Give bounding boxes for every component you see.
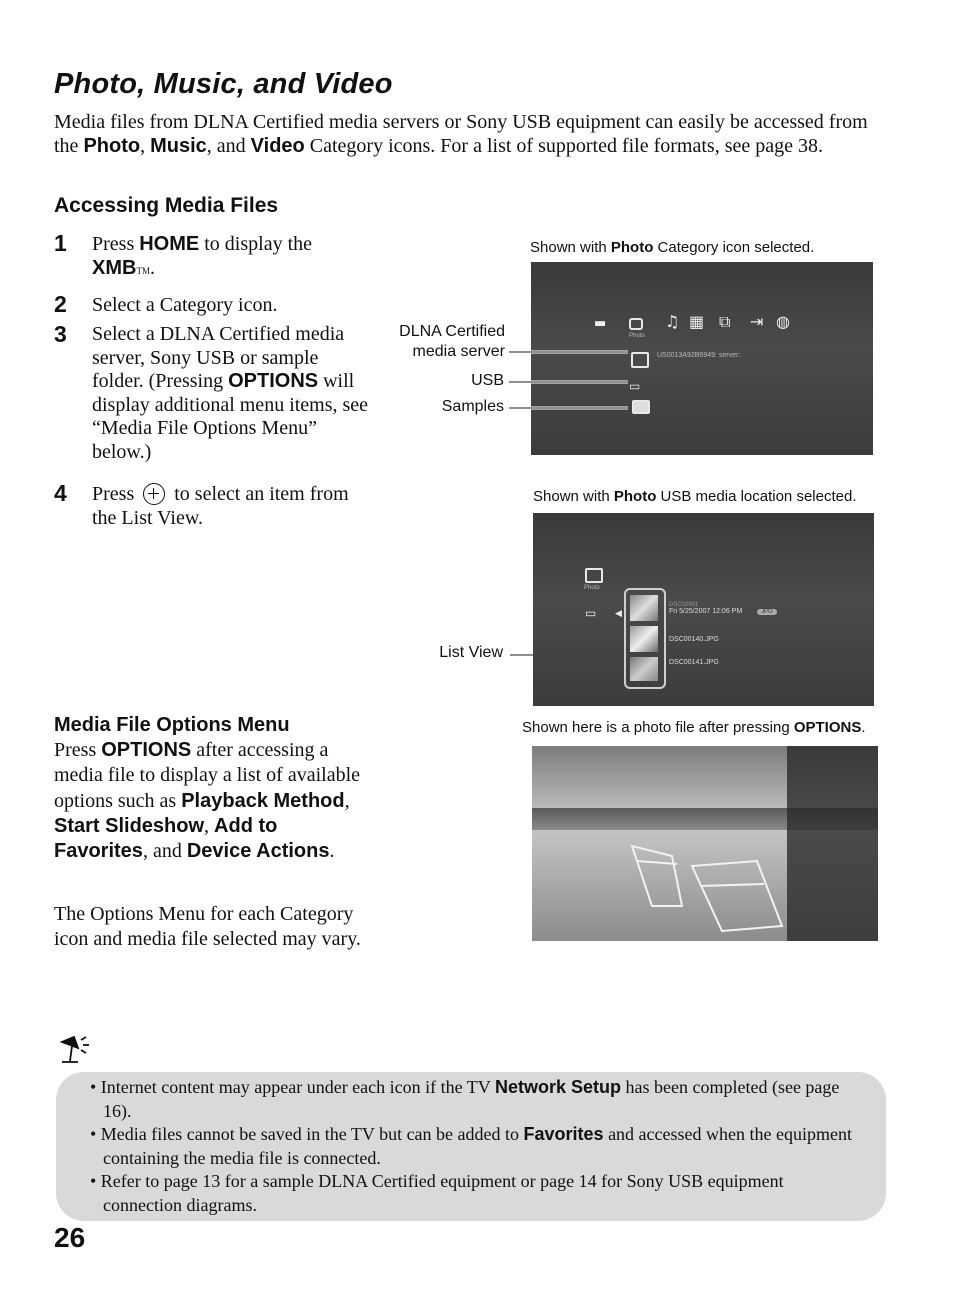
usb-icon: ▭ (585, 606, 597, 620)
tip-box (56, 1072, 886, 1221)
body-text: , (204, 814, 215, 837)
step-number-1: 1 (54, 230, 67, 256)
file-name: DSC00140.JPG (669, 636, 719, 643)
body-text: , and (142, 840, 187, 863)
home-term: HOME (139, 233, 200, 255)
intro-text: , and (206, 134, 251, 157)
photo-term: Photo (613, 488, 657, 505)
tip-item (90, 1170, 860, 1217)
tip-item (90, 1076, 860, 1123)
caption-text: USB media location selected. (656, 488, 857, 505)
label-line: DLNA Certified (399, 323, 505, 340)
options-term: OPTIONS (793, 719, 862, 736)
step-text: to display the (199, 233, 312, 255)
usb-icon: ▭ (629, 379, 641, 393)
options-term: OPTIONS (228, 370, 319, 392)
step-number-2: 2 (54, 291, 67, 317)
body-text: Press (54, 739, 102, 762)
photo-term: Photo (83, 134, 141, 157)
video-term: Video (250, 134, 305, 157)
intro-text: , (140, 134, 151, 157)
photo-options-screenshot (532, 746, 878, 941)
external-input-icon: ⇥ (750, 312, 764, 331)
options-vary-note: The Options Menu for each Category icon and media file selected may vary. (54, 903, 361, 951)
label-usb: USB (471, 372, 504, 389)
globe-icon: ◍ (776, 312, 790, 331)
caption-text: Shown with (530, 239, 611, 256)
label-list-view: List View (439, 644, 503, 661)
figure-3-caption (522, 719, 866, 736)
file-date: Fri 5/25/2007 12:06 PM (669, 608, 743, 615)
server-name: US0013A92B6949: server: (657, 352, 741, 359)
label-samples: Samples (441, 398, 504, 415)
camera-icon (585, 568, 603, 583)
file-name: DSC00141.JPG (669, 659, 719, 666)
figure-2-caption (533, 488, 856, 505)
file-name: DSC02991 (669, 602, 699, 608)
tip-text: • Media files cannot be saved in the TV but can be added to (90, 1124, 524, 1144)
start-slideshow-term: Start Slideshow (54, 814, 205, 837)
favorites-term: Favorites (523, 1124, 604, 1144)
xmb-term: XMB (92, 256, 137, 279)
input-icon: ⧉ (719, 312, 731, 331)
page-title: Photo, Music, and Video (54, 68, 393, 100)
caption-text: Shown here is a photo file after pressing (522, 719, 794, 736)
media-options-heading: Media File Options Menu (54, 714, 290, 736)
label-line: media server (412, 343, 505, 360)
tip-lamp-icon (56, 1034, 98, 1070)
caption-text: . (861, 719, 866, 736)
step-2-text: Select a Category icon. (92, 294, 278, 316)
tip-text: • Refer to page 13 for a sample DLNA Certified equipment or page 14 for Sony USB equipment connection diagrams. (90, 1171, 784, 1215)
step-text: . (149, 256, 155, 279)
step-number-3: 3 (54, 321, 67, 347)
photo-icon-label: Photo (584, 585, 600, 591)
step-text: will display additional menu items, see “Media File Options Menu” below.) (92, 370, 369, 463)
arrow-left-icon: ◀ (615, 609, 622, 619)
thumbnail (630, 626, 658, 652)
step-text: Select a DLNA Certified media server, Sony USB or sample folder. (Pressing (92, 323, 345, 392)
page-number: 26 (54, 1222, 86, 1253)
step-number-4: 4 (54, 480, 67, 506)
photo-icon-label: Photo (629, 333, 645, 339)
caption-text: Category icon selected. (653, 239, 815, 256)
trademark: TM (136, 265, 150, 276)
toolbox-icon: ▬ (594, 316, 607, 331)
xmb-screenshot-usb (533, 513, 874, 706)
options-term: OPTIONS (101, 739, 192, 762)
tip-list (90, 1076, 860, 1217)
thumbnail (630, 657, 658, 681)
body-text: . (329, 840, 335, 863)
step-text: Press (92, 233, 140, 255)
caption-text: Shown with (533, 488, 614, 505)
video-icon: ▦ (689, 312, 705, 331)
intro-text: Media files from DLNA Certified media servers or Sony USB equipment can easily be accessed from the (54, 111, 868, 157)
tip-text: • Internet content may appear under each icon if the TV (90, 1077, 495, 1097)
playback-method-term: Playback Method (181, 789, 345, 812)
step-text: to select an item from the List View. (92, 483, 349, 529)
photo-term: Photo (610, 239, 654, 256)
section-heading: Accessing Media Files (54, 194, 279, 217)
tip-item (90, 1123, 860, 1170)
add-to-favorites-term: Add to Favorites (54, 814, 278, 863)
step-text: Press (92, 483, 140, 505)
tip-text: and accessed when the equipment containing the media file is connected. (103, 1124, 852, 1168)
device-actions-term: Device Actions (186, 840, 330, 863)
music-icon: ♫ (665, 312, 680, 331)
file-type-badge: JPG (757, 609, 777, 615)
options-menu-panel (787, 746, 878, 941)
body-text: after accessing a media file to display a list of available options such as (54, 739, 361, 812)
body-text: , (344, 789, 350, 812)
tip-text: has been completed (see page 16). (103, 1077, 840, 1121)
network-setup-term: Network Setup (494, 1077, 622, 1097)
music-term: Music (150, 134, 207, 157)
intro-text: Category icons. For a list of supported file formats, see page 38. (304, 134, 823, 157)
thumbnail (630, 595, 658, 621)
